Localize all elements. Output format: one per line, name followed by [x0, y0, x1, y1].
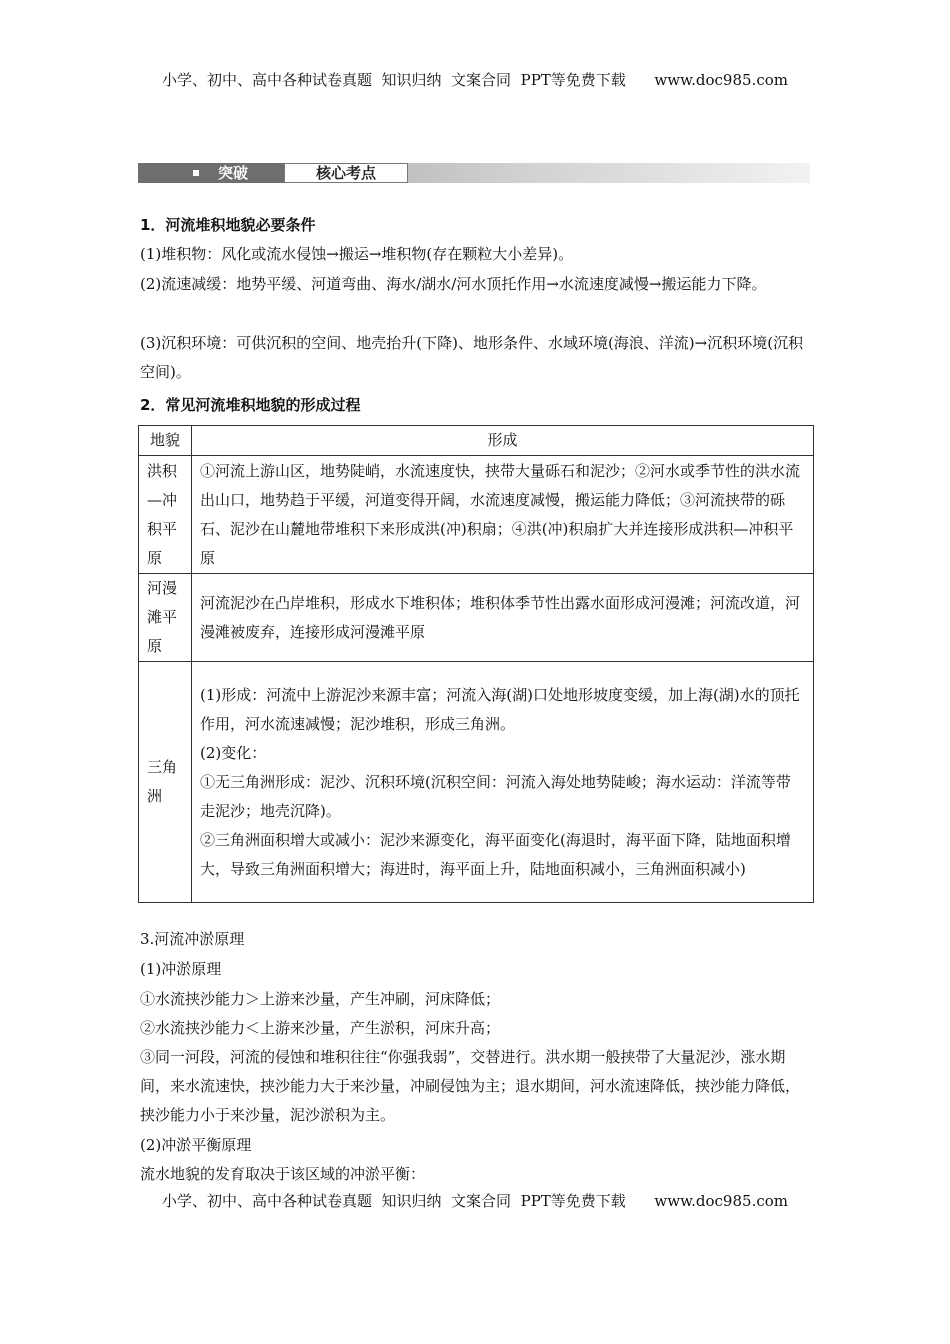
landform-name-cell: 洪积—冲积平原: [139, 456, 192, 574]
section2-title: 2．常见河流堆积地貌的形成过程: [140, 396, 361, 414]
section3-subtitle-1: (1)冲淤原理: [140, 960, 222, 978]
square-bullet-icon: [193, 170, 199, 176]
formation-cell: [192, 574, 814, 662]
section3-item-3: ③同一河段，河流的侵蚀和堆积往往“你强我弱”，交替进行。洪水期一般挟带了大量泥沙，涨水期间，来水流速快，挟沙能力大于来沙量，冲刷侵蚀为主；退水期间，河水流速降低，挟沙能力降低，挟沙能力小于来沙量，泥沙淤积为主。: [140, 1048, 801, 1124]
landform-name-cell: 河漫滩平原: [139, 574, 192, 662]
formation-cell: [192, 456, 814, 574]
formation-text: 河流泥沙在凸岸堆积，形成水下堆积体；堆积体季节性出露水面形成河漫滩；河流改道，河漫滩被废弃，连接形成河漫滩平原: [200, 593, 801, 641]
landform-formation-table: [138, 425, 814, 903]
section1-paragraph-3: (3)沉积环境：可供沉积的空间、地壳抬升(下降)、地形条件、水域环境(海浪、洋流)→沉积环境(沉积空间)。: [140, 334, 804, 381]
table-row: [139, 456, 814, 574]
section3-subtitle-2: (2)冲淤平衡原理: [140, 1136, 252, 1154]
landform-name-cell: 三角洲: [139, 662, 192, 903]
section-banner: [138, 160, 810, 190]
table-header-row: [139, 426, 814, 456]
section1-paragraph-2: (2)流速减缓：地势平缓、河道弯曲、海水/湖水/河水顶托作用→水流速度减慢→搬运能力下降。: [140, 275, 767, 293]
table-header-cell: 形成: [192, 426, 814, 456]
section3-last-line: 流水地貌的发育取决于该区域的冲淤平衡：: [140, 1165, 426, 1183]
section1-title: 1．河流堆积地貌必要条件: [140, 216, 316, 234]
formation-text: ①无三角洲形成：泥沙、沉积环境(沉积空间：河流入海处地势陡峻；海水运动：洋流等带走泥沙；地壳沉降)。: [200, 772, 791, 820]
formation-text: (2)变化：: [200, 743, 267, 762]
banner-left-label: 突破: [218, 164, 249, 182]
table-row: [139, 574, 814, 662]
section3-title: 3.河流冲淤原理: [140, 930, 245, 948]
page-footer: 小学、初中、高中各种试卷真题 知识归纳 文案合同 PPT等免费下载 www.doc985.com: [161, 1192, 788, 1210]
banner-right-label: 核心考点: [284, 163, 408, 183]
table-header-cell: 地貌: [139, 426, 192, 456]
page-header: 小学、初中、高中各种试卷真题 知识归纳 文案合同 PPT等免费下载 www.doc985.com: [161, 71, 788, 89]
formation-text: (1)形成：河流中上游泥沙来源丰富；河流入海(湖)口处地形坡度变缓，加上海(湖)水的顶托作用，河水流速减慢；泥沙堆积，形成三角洲。: [200, 685, 800, 733]
section1-paragraph-1: (1)堆积物：风化或流水侵蚀→搬运→堆积物(存在颗粒大小差异)。: [140, 245, 574, 263]
banner-left-tab: [138, 163, 284, 183]
formation-text: ②三角洲面积增大或减小：泥沙来源变化，海平面变化(海退时，海平面下降，陆地面积增大，导致三角洲面积增大；海进时，海平面上升，陆地面积减小，三角洲面积减小): [200, 830, 791, 878]
section3-item-1: ①水流挟沙能力＞上游来沙量，产生冲刷，河床降低；: [140, 990, 501, 1008]
section3-item-2: ②水流挟沙能力＜上游来沙量，产生淤积，河床升高；: [140, 1019, 501, 1037]
formation-text: ①河流上游山区，地势陡峭，水流速度快，挟带大量砾石和泥沙；②河水或季节性的洪水流出山口，地势趋于平缓，河道变得开阔，水流速度减慢，搬运能力降低；③河流挟带的砾石、泥沙在山麓地带堆积下来形成洪(冲)积扇；④洪(冲)积扇扩大并连接形成洪积—冲积平原: [200, 461, 801, 567]
formation-cell: [192, 662, 814, 903]
table-row: [139, 662, 814, 903]
